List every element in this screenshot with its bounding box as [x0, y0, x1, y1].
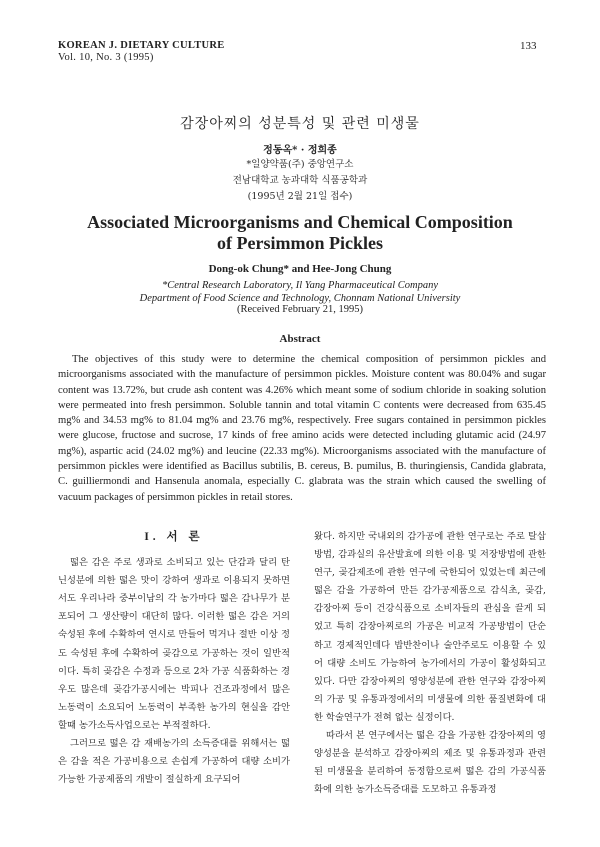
abstract-text: The objectives of this study were to determine the chemical composition of persimmon pickles and microorganisms associated with the manufacture of persimmon pickles. Moisture content was 80.04% and sugar content was 13.72%, but crude ash content was 4.26% which meant some of sodium chloride in soaking solution were permeated into fresh persimmon. Soluble tannin and total vitamin C contents were decreased from 635.45 mg% and 34.53 mg% to 81.04 mg% and 23.76 mg%, respectively. Free sugars contained in persimmon pickles were glucose, fructose and sucrose, 17 kinds of free amino acids were detected including glutamic acid (24.97 mg%), aspartic acid (24.02 mg%) and leucine (22.33 mg%). Microorganisms associated with the manufacture of persimmon pickles were identified as Bacillus subtilis, B. cereus, B. pumilus, B. thuringiensis, Candida glabrata, C. guilliermondi and Hansenula anomala, especially C. glabrata was the strain which caused the swelling of vacuum packages of persimmon pickles in retail stores.	[58, 354, 546, 503]
section-heading-introduction: I. 서 론	[144, 531, 204, 543]
english-affiliation-1: *Central Research Laboratory, Il Yang Pharmaceutical Company	[162, 280, 438, 291]
english-title	[0, 212, 600, 254]
abstract-heading: Abstract	[279, 333, 321, 345]
journal-volume: Vol. 10, No. 3 (1995)	[58, 52, 154, 63]
body-left-column	[58, 528, 290, 789]
english-authors: Dong-ok Chung* and Hee-Jong Chung	[208, 263, 392, 275]
korean-affiliation-2: 전남대학교 농과대학 식품공학과	[232, 175, 368, 186]
body-paragraph: 따라서 본 연구에서는 떫은 감을 가공한 감장아찌의 영양성분을 분석하고 감장아찌의 제조 및 유통과정과 관련된 미생물을 분리하여 동정함으로써 떫은 감의 가공식품화에 의한 농가소득증대를 도모하고 유통과정	[314, 730, 546, 796]
english-affiliation-2: Department of Food Science and Technology, Chonnam National University	[139, 293, 461, 304]
body-paragraph: 그러므로 떫은 감 재배농가의 소득증대를 위해서는 떫은 감을 적은 가공비용으로 손쉽게 가공하여 대량 소비가 가능한 가공제품의 개발이 절실하게 요구되어	[58, 738, 290, 786]
body-paragraph: 떫은 감은 주로 생과로 소비되고 있는 단감과 달리 탄닌성분에 의한 떫은 맛이 강하여 생과로 이용되지 못하면서도 우리나라 중부이남의 각 농가마다 떫은 감나무가 분포되어 그 생산량이 대단히 많다. 이러한 떫은 감은 거의 숙성된 후에 수확하여 연시로 만들어 먹거나 절반 이상 정도 숙성된 후에 수확하여 곶감으로 가공하는 것이 일반적이다. 특히 곶감은 수정과 등으로 2차 가공 식품화하는 경우도 많은데 곶감가공시에는 박피나 건조과정에서 많은 노동력이 소요되어 노동력이 부족한 농가의 현실을 감안할때 농가소득사업으로는 부적절하다.	[58, 557, 290, 731]
korean-authors: 정동옥* · 정희종	[263, 145, 337, 156]
page-number: 133	[520, 40, 537, 52]
korean-affiliation-1: *일양약품(주) 중앙연구소	[246, 159, 354, 170]
english-title-line-1: Associated Microorganisms and Chemical Composition	[87, 212, 513, 232]
journal-name: KOREAN J. DIETARY CULTURE	[58, 40, 225, 51]
body-paragraph: 왔다. 하지만 국내외의 감가공에 관한 연구로는 주로 탈삽방법, 감과실의 유산발효에 의한 이용 및 저장방법에 관한 연구, 곶감제조에 관한 연구에 국한되어 있었는데 최근에 떫은 감을 가공하여 만든 감가공제품으로 감식초, 곶감, 감장아찌 등이 건강식품으로 소비자들의 관심을 끌게 되었고 특히 감장아찌로의 가공은 비교적 가공방법이 단순하고 경제적인데다 밥반찬이나 술안주로도 이용할 수 있어 대량 소비도 가능하여 농가에서의 가공이 활성화되고 있다. 다만 감장아찌의 영양성분에 관한 연구와 감장아찌의 가공 및 유통과정에서의 미생물에 의한 품질변화에 대한 학술연구가 전혀 없는 실정이다.	[314, 531, 546, 723]
english-received-date: (Received February 21, 1995)	[237, 304, 363, 315]
korean-title: 감장아찌의 성분특성 및 관련 미생물	[180, 116, 420, 132]
korean-received-date: (1995년 2월 21일 접수)	[247, 191, 353, 202]
english-title-line-2: of Persimmon Pickles	[217, 233, 383, 253]
journal-header	[58, 40, 225, 64]
body-right-column	[314, 528, 546, 799]
